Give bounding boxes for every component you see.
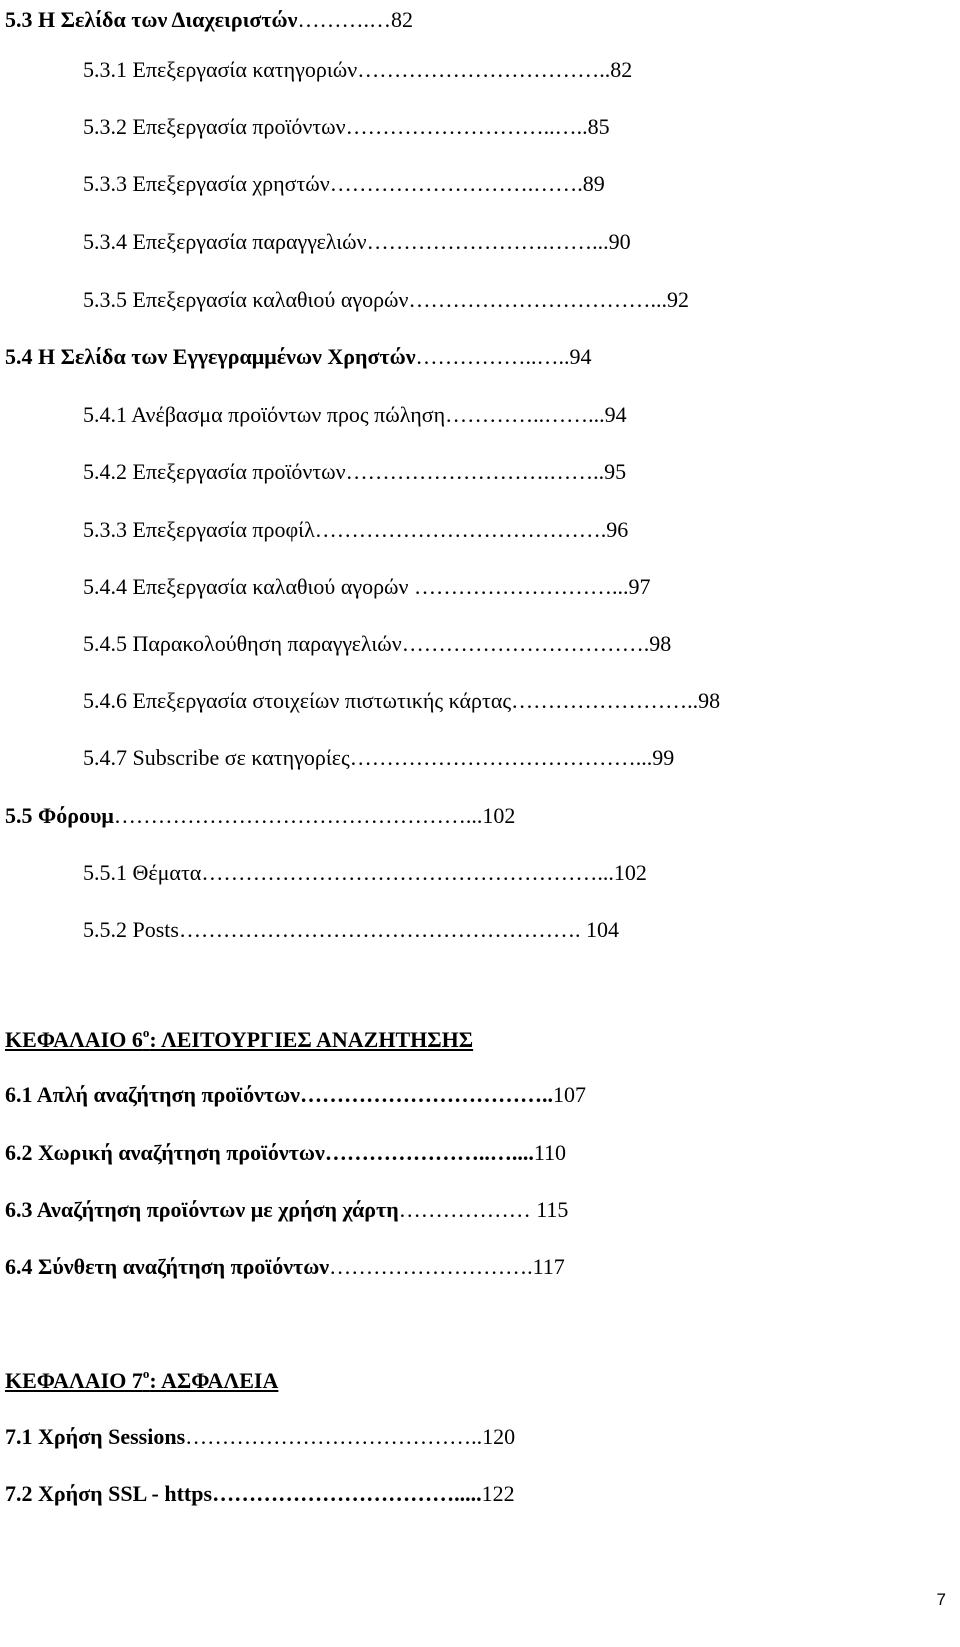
toc-entry-title: 5.4.7 Subscribe σε κατηγορίες: [83, 745, 350, 770]
toc-entry-title: 6.1 Απλή αναζήτηση προϊόντων: [5, 1082, 300, 1107]
toc-leader: ……………………………………………….: [178, 917, 586, 942]
toc-leader: ……………………………..: [357, 57, 611, 82]
toc-page-number: 98: [698, 688, 721, 713]
toc-entry: [83, 50, 960, 90]
toc-page-number: 117: [532, 1254, 565, 1279]
toc-page-number: 85: [587, 114, 610, 139]
toc-entry: [83, 222, 960, 262]
toc-entry-title: 6.4 Σύνθετη αναζήτηση προϊόντων: [5, 1254, 330, 1279]
toc-entry-title: 5.4.2 Επεξεργασία προϊόντων: [83, 459, 346, 484]
toc-page-number: 104: [585, 917, 619, 942]
toc-page-number: 99: [652, 745, 675, 770]
toc-entry-title: 5.4.6 Επεξεργασία στοιχείων πιστωτικής κάρτας: [83, 688, 512, 713]
toc-leader: ……….…: [297, 7, 391, 32]
toc-leader: ……………………….……..: [345, 459, 605, 484]
toc-entry: [5, 337, 960, 377]
toc-leader: ……………………….…….: [329, 171, 583, 196]
chapter-title: : ΑΣΦΑΛΕΙΑ: [149, 1368, 279, 1393]
toc-leader: …………..……...: [445, 402, 605, 427]
toc-entry: [5, 1190, 960, 1230]
toc-leader: ……………………………..: [299, 1082, 553, 1107]
toc-entry: [83, 853, 960, 893]
toc-leader: …………………..…....: [324, 1140, 534, 1165]
toc-entry-title: 5.4.1 Ανέβασμα προϊόντων προς πώληση: [83, 402, 446, 427]
toc-page-number: 95: [604, 459, 627, 484]
chapter-title: : ΛΕΙΤΟΥΡΓΙΕΣ ΑΝΑΖΗΤΗΣΗΣ: [149, 1027, 474, 1052]
toc-entry-title: 5.3 Η Σελίδα των Διαχειριστών: [5, 7, 298, 32]
toc-leader: …………………………….: [401, 631, 650, 656]
toc-page-number: 82: [390, 7, 413, 32]
chapter-ordinal: ο: [142, 1025, 150, 1040]
toc-page-number: 122: [481, 1481, 515, 1506]
toc-entry-title: 7.2 Χρήση SSL - https: [5, 1481, 213, 1506]
toc-entry: [83, 738, 960, 778]
toc-page-number: 97: [628, 574, 651, 599]
toc-page-number: 89: [582, 171, 605, 196]
toc-entry-title: 5.3.1 Επεξεργασία κατηγοριών: [83, 57, 358, 82]
toc-page-number: 110: [533, 1140, 566, 1165]
toc-entry-title: 5.5.1 Θέματα: [83, 860, 202, 885]
toc-entry-title: 5.3.3 Επεξεργασία χρηστών: [83, 171, 330, 196]
toc-entry-title: 7.1 Χρήση Sessions: [5, 1424, 186, 1449]
toc-page-number: 98: [649, 631, 672, 656]
toc-entry: [83, 624, 960, 664]
toc-entry: [83, 510, 960, 550]
toc-page-number: 82: [610, 57, 633, 82]
toc-leader: ……………………….: [329, 1254, 533, 1279]
toc-entry: [83, 452, 960, 492]
toc-page-number: 94: [569, 344, 592, 369]
toc-entry-title: 5.4.4 Επεξεργασία καλαθιού αγορών: [83, 574, 409, 599]
chapter-prefix: ΚΕΦΑΛΑΙΟ 6: [5, 1027, 143, 1052]
toc-leader: ………………………...: [408, 574, 629, 599]
toc-entry-title: 5.3.4 Επεξεργασία παραγγελιών: [83, 229, 367, 254]
toc-entry: [5, 796, 960, 836]
toc-entry-title: 5.3.2 Επεξεργασία προϊόντων: [83, 114, 346, 139]
toc-leader: …………………………….....: [212, 1481, 482, 1506]
toc-entry: [83, 910, 960, 950]
toc-page-number: 102: [613, 860, 647, 885]
toc-page-number: 107: [552, 1082, 586, 1107]
toc-entry: [83, 280, 960, 320]
toc-entry-title: 5.4 Η Σελίδα των Εγγεγραμμένων Χρηστών: [5, 344, 416, 369]
chapter-6-heading: [5, 1020, 473, 1060]
toc-page-number: 96: [606, 517, 629, 542]
toc-entry: [5, 1133, 960, 1173]
toc-leader: ………………: [398, 1197, 537, 1222]
toc-leader: ……………………………...: [408, 287, 667, 312]
toc-entry-title: 5.4.5 Παρακολούθηση παραγγελιών: [83, 631, 402, 656]
toc-page-number: 102: [482, 803, 516, 828]
toc-entry-title: 5.3.3 Επεξεργασία προφίλ: [83, 517, 315, 542]
toc-page-number: 92: [666, 287, 689, 312]
toc-entry: [83, 567, 960, 607]
toc-entry-title: 5.3.5 Επεξεργασία καλαθιού αγορών: [83, 287, 409, 312]
toc-entry: [83, 107, 960, 147]
toc-page-number: 115: [536, 1197, 569, 1222]
page-number: 7: [936, 1590, 946, 1609]
toc-entry: [5, 1474, 960, 1514]
toc-entry: [83, 395, 960, 435]
toc-entry: [83, 164, 960, 204]
toc-leader: ……………………..: [511, 688, 699, 713]
chapter-ordinal: ο: [142, 1366, 150, 1381]
toc-page-number: 94: [604, 402, 627, 427]
toc-leader: …………………………………...: [349, 745, 653, 770]
toc-page-number: 120: [482, 1424, 516, 1449]
toc-entry: [5, 1075, 960, 1115]
toc-leader: ………………………………….: [314, 517, 607, 542]
toc-entry: [83, 681, 960, 721]
toc-entry: [5, 1247, 960, 1287]
toc-leader: …………………….……...: [366, 229, 609, 254]
toc-entry: [5, 0, 960, 40]
toc-entry-title: 6.2 Χωρική αναζήτηση προϊόντων: [5, 1140, 325, 1165]
toc-leader: ………………………………………………...: [201, 860, 614, 885]
toc-entry-title: 6.3 Αναζήτηση προϊόντων με χρήση χάρτη: [5, 1197, 399, 1222]
chapter-7-heading: [5, 1361, 278, 1401]
toc-leader: ……………..…..: [415, 344, 570, 369]
toc-leader: …………………………………..: [185, 1424, 483, 1449]
toc-page-number: 90: [608, 229, 631, 254]
toc-entry: [5, 1417, 960, 1457]
toc-leader: ………………………..…..: [345, 114, 588, 139]
toc-entry-title: 5.5 Φόρουμ: [5, 803, 114, 828]
toc-entry-title: 5.5.2 Posts: [83, 917, 179, 942]
chapter-prefix: ΚΕΦΑΛΑΙΟ 7: [5, 1368, 143, 1393]
toc-leader: …………………………………………...: [113, 803, 483, 828]
